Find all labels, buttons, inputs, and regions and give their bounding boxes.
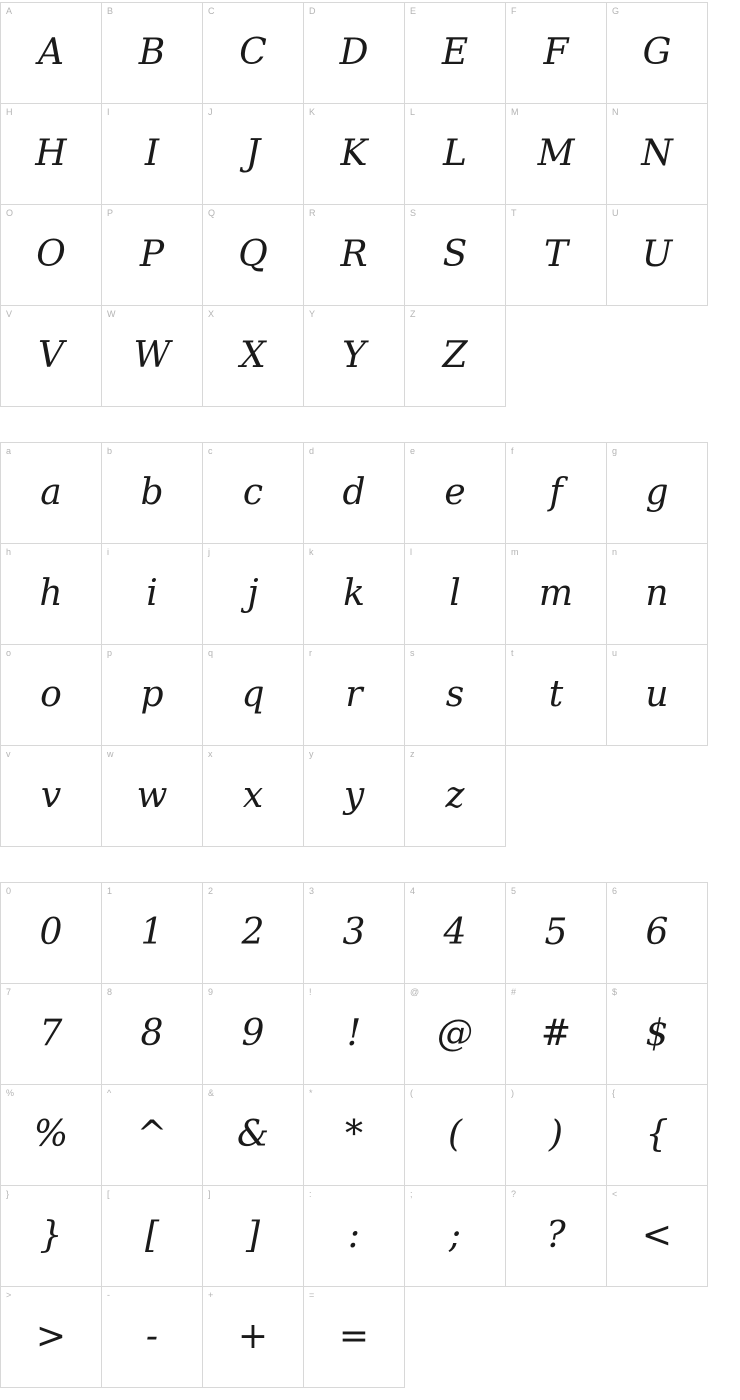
glyph-cell[interactable] [1,984,102,1085]
glyph-cell[interactable] [607,3,708,104]
glyph-cell[interactable] [607,984,708,1085]
glyph-code-label: D [309,6,316,16]
glyph-code-label: * [309,1088,313,1098]
glyph-row [1,443,708,544]
glyph-character: 9 [241,1013,265,1054]
glyph-character: - [145,1316,159,1357]
glyph-row [1,984,708,1085]
glyph-cell[interactable] [304,883,405,984]
glyph-character: ? [546,1215,566,1256]
glyph-code-label: 5 [511,886,517,896]
glyph-cell-empty [607,1287,708,1388]
glyph-section-digits-and-symbols [0,882,708,1388]
glyph-code-label: R [309,208,316,218]
glyph-row [1,544,708,645]
glyph-character: U [641,234,673,275]
glyph-character: v [40,775,62,816]
glyph-code-label: : [309,1189,312,1199]
glyph-cell[interactable] [405,1085,506,1186]
glyph-code-label: ) [511,1088,514,1098]
glyph-character: c [242,472,264,513]
glyph-cell[interactable] [102,984,203,1085]
glyph-character: k [343,573,365,614]
glyph-character: + [237,1316,269,1357]
glyph-character: l [449,573,461,614]
glyph-cell[interactable] [102,1287,203,1388]
glyph-code-label: s [410,648,415,658]
glyph-character: ^ [136,1114,168,1155]
glyph-code-label: r [309,648,312,658]
glyph-character: g [645,472,669,513]
glyph-character: Y [342,335,366,376]
glyph-cell[interactable] [203,3,304,104]
glyph-cell[interactable] [506,205,607,306]
glyph-cell[interactable] [405,544,506,645]
glyph-character: = [338,1316,370,1357]
glyph-cell[interactable] [607,205,708,306]
glyph-cell[interactable] [102,746,203,847]
glyph-cell[interactable] [102,306,203,407]
glyph-character: J [245,133,261,174]
glyph-character: T [543,234,568,275]
glyph-row [1,1186,708,1287]
glyph-character: ! [346,1013,362,1054]
sections-container [0,2,740,1388]
glyph-cell[interactable] [506,443,607,544]
glyph-code-label: + [208,1290,214,1300]
glyph-character: L [443,133,467,174]
glyph-cell[interactable] [203,443,304,544]
glyph-character: a [40,472,62,513]
glyph-character: b [140,472,164,513]
glyph-code-label: 0 [6,886,12,896]
glyph-cell[interactable] [607,104,708,205]
glyph-character: * [345,1114,363,1155]
glyph-code-label: a [6,446,12,456]
glyph-character: h [39,573,63,614]
glyph-cell[interactable] [506,1085,607,1186]
glyph-code-label: 6 [612,886,618,896]
glyph-character: V [38,335,64,376]
glyph-character: f [549,472,563,513]
glyph-character: X [240,335,266,376]
glyph-cell[interactable] [1,883,102,984]
glyph-cell[interactable] [203,306,304,407]
glyph-character: ; [448,1215,462,1256]
glyph-code-label: g [612,446,618,456]
glyph-character: B [138,32,166,73]
glyph-character: q [241,674,265,715]
glyph-code-label: m [511,547,519,557]
glyph-code-label: E [410,6,417,16]
glyph-cell[interactable] [304,205,405,306]
glyph-code-label: e [410,446,416,456]
glyph-code-label: & [208,1088,215,1098]
glyph-row [1,306,708,407]
glyph-character: S [442,234,468,275]
glyph-character: % [33,1114,69,1155]
glyph-code-label: Y [309,309,316,319]
glyph-code-label: 9 [208,987,214,997]
glyph-character: n [645,573,669,614]
glyph-code-label: q [208,648,214,658]
glyph-character: 0 [39,912,63,953]
glyph-cell[interactable] [304,1287,405,1388]
glyph-cell[interactable] [1,205,102,306]
glyph-cell[interactable] [203,883,304,984]
glyph-character: 4 [443,912,467,953]
glyph-cell[interactable] [506,645,607,746]
glyph-cell[interactable] [102,443,203,544]
glyph-cell[interactable] [405,306,506,407]
glyph-character: r [345,674,363,715]
glyph-row [1,1287,708,1388]
glyph-code-label: I [107,107,110,117]
glyph-cell[interactable] [203,205,304,306]
glyph-code-label: f [511,446,514,456]
glyph-code-label: b [107,446,113,456]
glyph-character: e [444,472,466,513]
glyph-cell[interactable] [102,3,203,104]
glyph-character: A [38,32,64,73]
glyph-cell[interactable] [607,645,708,746]
glyph-cell-empty [607,306,708,407]
glyph-code-label: > [6,1290,12,1300]
glyph-character: j [247,573,259,614]
glyph-character: { [645,1114,669,1155]
glyph-cell[interactable] [405,443,506,544]
glyph-code-label: G [612,6,620,16]
glyph-character: w [136,775,168,816]
glyph-cell[interactable] [102,205,203,306]
glyph-code-label: u [612,648,618,658]
glyph-character: d [342,472,366,513]
glyph-code-label: ! [309,987,312,997]
glyph-cell-empty [506,746,607,847]
glyph-code-label: X [208,309,215,319]
glyph-code-label: v [6,749,11,759]
glyph-character: F [543,32,569,73]
glyph-cell[interactable] [405,1186,506,1287]
glyph-character: $ [645,1013,669,1054]
glyph-cell[interactable] [405,104,506,205]
glyph-character: & [236,1114,270,1155]
glyph-character: M [537,133,575,174]
glyph-code-label: H [6,107,13,117]
glyph-code-label: W [107,309,116,319]
glyph-character: R [340,234,368,275]
glyph-cell[interactable] [203,544,304,645]
glyph-cell[interactable] [607,883,708,984]
glyph-character: # [540,1013,572,1054]
glyph-row [1,3,708,104]
glyph-cell[interactable] [304,3,405,104]
glyph-cell[interactable] [203,984,304,1085]
glyph-code-label: P [107,208,114,218]
section-gap [0,407,740,442]
glyph-cell[interactable] [102,645,203,746]
glyph-cell[interactable] [405,984,506,1085]
glyph-code-label: # [511,987,517,997]
glyph-cell[interactable] [607,1085,708,1186]
glyph-cell[interactable] [203,746,304,847]
glyph-character: E [441,32,469,73]
glyph-character: p [140,674,164,715]
glyph-code-label: ( [410,1088,413,1098]
glyph-code-label: d [309,446,315,456]
glyph-code-label: 7 [6,987,12,997]
glyph-cell[interactable] [405,746,506,847]
glyph-code-label: p [107,648,113,658]
glyph-code-label: { [612,1088,616,1098]
glyph-code-label: = [309,1290,315,1300]
glyph-cell-empty [607,746,708,847]
glyph-cell[interactable] [102,1085,203,1186]
glyph-code-label: z [410,749,415,759]
glyph-code-label: c [208,446,213,456]
glyph-character: ( [447,1114,463,1155]
glyph-character: O [36,234,66,275]
glyph-character: Q [238,234,268,275]
glyph-code-label: O [6,208,14,218]
glyph-code-label: i [107,547,109,557]
glyph-cell[interactable] [405,205,506,306]
glyph-code-label: M [511,107,519,117]
glyph-character: D [339,32,369,73]
glyph-cell[interactable] [607,1186,708,1287]
glyph-code-label: w [107,749,114,759]
glyph-code-label: T [511,208,517,218]
glyph-character: K [340,133,368,174]
glyph-cell[interactable] [506,104,607,205]
glyph-code-label: 8 [107,987,113,997]
glyph-code-label: V [6,309,13,319]
glyph-cell[interactable] [1,1186,102,1287]
glyph-code-label: j [208,547,210,557]
glyph-code-label: L [410,107,416,117]
glyph-code-label: t [511,648,514,658]
glyph-character: s [445,674,465,715]
glyph-code-label: [ [107,1189,110,1199]
glyph-code-label: S [410,208,417,218]
glyph-code-label: k [309,547,314,557]
glyph-code-label: Z [410,309,416,319]
glyph-cell[interactable] [405,883,506,984]
glyph-cell[interactable] [1,1287,102,1388]
glyph-cell[interactable] [304,645,405,746]
glyph-row [1,746,708,847]
glyph-code-label: n [612,547,618,557]
glyph-code-label: K [309,107,316,117]
glyph-character: 8 [140,1013,164,1054]
glyph-character: W [133,335,171,376]
glyph-cell[interactable] [506,544,607,645]
glyph-row [1,205,708,306]
glyph-code-label: B [107,6,114,16]
glyph-cell[interactable] [102,544,203,645]
glyph-cell[interactable] [1,645,102,746]
glyph-code-label: C [208,6,215,16]
glyph-cell[interactable] [1,104,102,205]
glyph-code-label: @ [410,987,420,997]
glyph-cell[interactable] [1,746,102,847]
glyph-cell[interactable] [203,645,304,746]
glyph-code-label: J [208,107,213,117]
glyph-cell[interactable] [304,1085,405,1186]
glyph-row [1,645,708,746]
glyph-cell[interactable] [405,3,506,104]
glyph-code-label: ? [511,1189,517,1199]
glyph-cell[interactable] [506,3,607,104]
glyph-code-label: x [208,749,213,759]
glyph-cell[interactable] [203,1287,304,1388]
glyph-code-label: } [6,1189,10,1199]
glyph-cell[interactable] [607,443,708,544]
glyph-row [1,104,708,205]
glyph-cell-empty [506,306,607,407]
glyph-cell[interactable] [102,883,203,984]
glyph-code-label: Q [208,208,216,218]
glyph-cell[interactable] [304,544,405,645]
glyph-section-uppercase [0,2,708,407]
glyph-code-label: 1 [107,886,113,896]
glyph-cell[interactable] [506,883,607,984]
glyph-character: P [139,234,165,275]
glyph-character: ) [548,1114,564,1155]
glyph-character: m [538,573,574,614]
glyph-character: 2 [241,912,265,953]
glyph-character: u [645,674,669,715]
glyph-code-label: 4 [410,886,416,896]
glyph-cell[interactable] [304,104,405,205]
glyph-character: C [239,32,267,73]
glyph-cell[interactable] [203,1085,304,1186]
glyph-cell[interactable] [1,1085,102,1186]
glyph-character: N [641,133,673,174]
glyph-code-label: ; [410,1189,413,1199]
glyph-character: ] [245,1215,261,1256]
glyph-character: Z [442,335,468,376]
glyph-cell[interactable] [1,544,102,645]
glyph-character: x [242,775,264,816]
glyph-code-label: < [612,1189,618,1199]
glyph-cell[interactable] [304,443,405,544]
glyph-code-label: % [6,1088,15,1098]
glyph-cell[interactable] [506,1186,607,1287]
glyph-cell-empty [506,1287,607,1388]
glyph-character: @ [437,1013,473,1054]
glyph-cell[interactable] [1,443,102,544]
glyph-cell[interactable] [405,645,506,746]
glyph-character: 7 [39,1013,63,1054]
glyph-cell[interactable] [102,104,203,205]
glyph-cell[interactable] [506,984,607,1085]
glyph-code-label: 2 [208,886,214,896]
glyph-cell[interactable] [203,104,304,205]
glyph-section-lowercase [0,442,708,847]
glyph-character: > [35,1316,67,1357]
glyph-cell[interactable] [304,984,405,1085]
glyph-code-label: - [107,1290,110,1300]
glyph-cell[interactable] [102,1186,203,1287]
glyph-code-label: U [612,208,619,218]
glyph-character: i [146,573,158,614]
glyph-character: G [642,32,672,73]
glyph-character: z [445,775,465,816]
glyph-row [1,883,708,984]
glyph-cell[interactable] [304,1186,405,1287]
glyph-character: H [35,133,67,174]
glyph-character: 1 [140,912,164,953]
glyph-code-label: l [410,547,412,557]
glyph-character: I [144,133,160,174]
glyph-code-label: A [6,6,13,16]
glyph-code-label: ] [208,1189,211,1199]
glyph-character: o [40,674,62,715]
glyph-character: : [347,1215,361,1256]
glyph-code-label: $ [612,987,618,997]
glyph-cell[interactable] [1,3,102,104]
glyph-character: < [641,1215,673,1256]
glyph-character: } [39,1215,63,1256]
glyph-code-label: h [6,547,12,557]
glyph-cell-empty [405,1287,506,1388]
glyph-character: t [548,674,564,715]
glyph-code-label: 3 [309,886,315,896]
glyph-code-label: F [511,6,517,16]
glyph-cell[interactable] [203,1186,304,1287]
glyph-code-label: o [6,648,12,658]
glyph-cell[interactable] [607,544,708,645]
glyph-cell[interactable] [304,306,405,407]
glyph-row [1,1085,708,1186]
glyph-character: 6 [645,912,669,953]
glyph-code-label: N [612,107,619,117]
glyph-cell[interactable] [1,306,102,407]
glyph-code-label: y [309,749,314,759]
glyph-character: 3 [342,912,366,953]
glyph-character: [ [144,1215,160,1256]
glyph-character: y [343,775,365,816]
glyph-character: 5 [544,912,568,953]
section-gap [0,847,740,882]
glyph-code-label: ^ [107,1088,112,1098]
glyph-cell[interactable] [304,746,405,847]
